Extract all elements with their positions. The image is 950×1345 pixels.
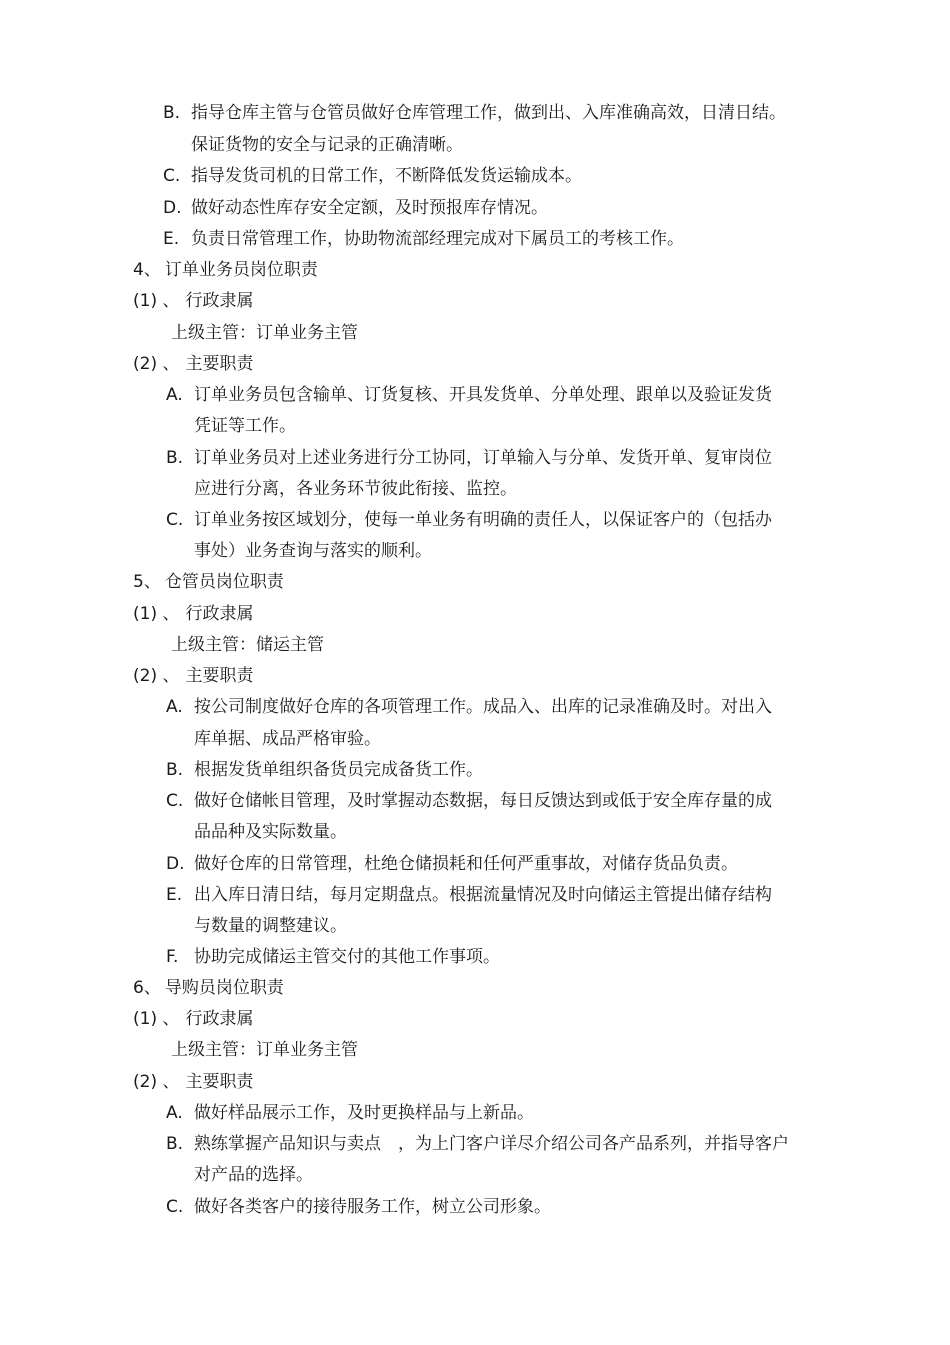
list-item xyxy=(166,508,772,532)
list-item-continuation xyxy=(194,727,381,751)
item-text: 应进行分离，各业务环节彼此衔接、监控。 xyxy=(194,479,517,499)
item-text: 订单业务员对上述业务进行分工协同，订单输入与分单、发货开单、复审岗位 xyxy=(194,448,772,468)
list-item xyxy=(166,1101,534,1125)
item-text: 事处）业务查询与落实的顺利。 xyxy=(194,541,432,561)
item-marker: B. xyxy=(166,760,184,780)
item-text: 负责日常管理工作，协助物流部经理完成对下属员工的考核工作。 xyxy=(191,229,684,249)
item-text: 保证货物的安全与记录的正确清晰。 xyxy=(191,135,463,155)
subsection-number: (2) 、 xyxy=(133,354,180,374)
item-text: 与数量的调整建议。 xyxy=(194,916,347,936)
item-text: 对产品的选择。 xyxy=(194,1165,313,1185)
list-item xyxy=(166,695,772,719)
item-marker: F. xyxy=(166,947,179,967)
item-marker: A. xyxy=(166,1103,183,1123)
list-item xyxy=(166,758,483,782)
subsection-number: (1) 、 xyxy=(133,1009,180,1029)
item-text: 上级主管：储运主管 xyxy=(171,635,324,655)
subsection-title: 主要职责 xyxy=(185,354,254,374)
list-item-continuation xyxy=(191,133,463,157)
subsection-number: (1) 、 xyxy=(133,291,180,311)
item-marker: C. xyxy=(166,510,184,530)
item-text: 根据发货单组织备货员完成备货工作。 xyxy=(194,760,483,780)
item-text: 做好仓储帐目管理，及时掌握动态数据，每日反馈达到或低于安全库存量的成 xyxy=(194,791,772,811)
item-text: 上级主管：订单业务主管 xyxy=(171,323,358,343)
section-title: 仓管员岗位职责 xyxy=(164,572,284,592)
list-item xyxy=(163,196,548,220)
subsection-title: 行政隶属 xyxy=(185,1009,254,1029)
item-marker: A. xyxy=(166,697,183,717)
list-item-continuation xyxy=(194,914,347,938)
list-item xyxy=(166,852,738,876)
item-text: 订单业务员包含输单、订货复核、开具发货单、分单处理、跟单以及验证发货 xyxy=(194,385,772,405)
item-marker: B. xyxy=(166,448,184,468)
subsection-heading xyxy=(133,602,253,626)
item-marker: A. xyxy=(166,385,183,405)
subsection-number: (1) 、 xyxy=(133,604,180,624)
item-marker: B. xyxy=(166,1134,184,1154)
subsection-title: 主要职责 xyxy=(185,666,254,686)
supervisor-line xyxy=(171,633,324,657)
item-text: 按公司制度做好仓库的各项管理工作。成品入、出库的记录准确及时。对出入 xyxy=(194,697,772,717)
list-item-continuation xyxy=(194,820,347,844)
item-marker: D. xyxy=(166,854,185,874)
list-item xyxy=(166,883,772,907)
subsection-heading xyxy=(133,1070,253,1094)
item-text: 做好动态性库存安全定额，及时预报库存情况。 xyxy=(191,198,548,218)
subsection-title: 主要职责 xyxy=(185,1072,254,1092)
item-text: 出入库日清日结，每月定期盘点。根据流量情况及时向储运主管提出储存结构 xyxy=(194,885,772,905)
list-item xyxy=(163,101,786,125)
subsection-title: 行政隶属 xyxy=(185,291,254,311)
subsection-heading xyxy=(133,1007,253,1031)
section-number: 6、 xyxy=(133,978,161,998)
list-item xyxy=(166,383,772,407)
item-marker: C. xyxy=(166,791,184,811)
list-item xyxy=(166,789,772,813)
item-marker: E. xyxy=(166,885,183,905)
list-item xyxy=(163,227,684,251)
subsection-title: 行政隶属 xyxy=(185,604,254,624)
item-text: 做好仓库的日常管理，杜绝仓储损耗和任何严重事故，对储存货品负责。 xyxy=(194,854,738,874)
subsection-heading xyxy=(133,352,253,376)
list-item xyxy=(166,945,500,969)
item-text: 做好样品展示工作，及时更换样品与上新品。 xyxy=(194,1103,534,1123)
subsection-heading xyxy=(133,664,253,688)
subsection-heading xyxy=(133,289,253,313)
section-number: 4、 xyxy=(133,260,161,280)
section-number: 5、 xyxy=(133,572,161,592)
item-text: 做好各类客户的接待服务工作，树立公司形象。 xyxy=(194,1197,551,1217)
item-text: 上级主管：订单业务主管 xyxy=(171,1040,358,1060)
list-item-continuation xyxy=(194,1163,313,1187)
item-text: 熟练掌握产品知识与卖点 ，为上门客户详尽介绍公司各产品系列，并指导客户 xyxy=(194,1134,789,1154)
subsection-number: (2) 、 xyxy=(133,1072,180,1092)
list-item-continuation xyxy=(194,477,517,501)
subsection-number: (2) 、 xyxy=(133,666,180,686)
item-text: 品品种及实际数量。 xyxy=(194,822,347,842)
supervisor-line xyxy=(171,321,358,345)
item-marker: C. xyxy=(166,1197,184,1217)
section-heading xyxy=(133,570,284,594)
list-item-continuation xyxy=(194,414,296,438)
item-text: 订单业务按区域划分，使每一单业务有明确的责任人，以保证客户的（包括办 xyxy=(194,510,772,530)
item-text: 协助完成储运主管交付的其他工作事项。 xyxy=(194,947,500,967)
list-item xyxy=(166,1132,789,1156)
item-text: 凭证等工作。 xyxy=(194,416,296,436)
section-heading xyxy=(133,258,318,282)
section-heading xyxy=(133,976,284,1000)
section-title: 订单业务员岗位职责 xyxy=(164,260,318,280)
item-marker: B. xyxy=(163,103,181,123)
list-item-continuation xyxy=(194,539,432,563)
list-item xyxy=(166,1195,551,1219)
item-text: 指导发货司机的日常工作，不断降低发货运输成本。 xyxy=(191,166,582,186)
supervisor-line xyxy=(171,1038,358,1062)
list-item xyxy=(166,446,772,470)
item-marker: C. xyxy=(163,166,181,186)
section-title: 导购员岗位职责 xyxy=(164,978,284,998)
list-item xyxy=(163,164,582,188)
item-marker: E. xyxy=(163,229,180,249)
item-marker: D. xyxy=(163,198,182,218)
item-text: 库单据、成品严格审验。 xyxy=(194,729,381,749)
item-text: 指导仓库主管与仓管员做好仓库管理工作，做到出、入库准确高效，日清日结。 xyxy=(191,103,786,123)
